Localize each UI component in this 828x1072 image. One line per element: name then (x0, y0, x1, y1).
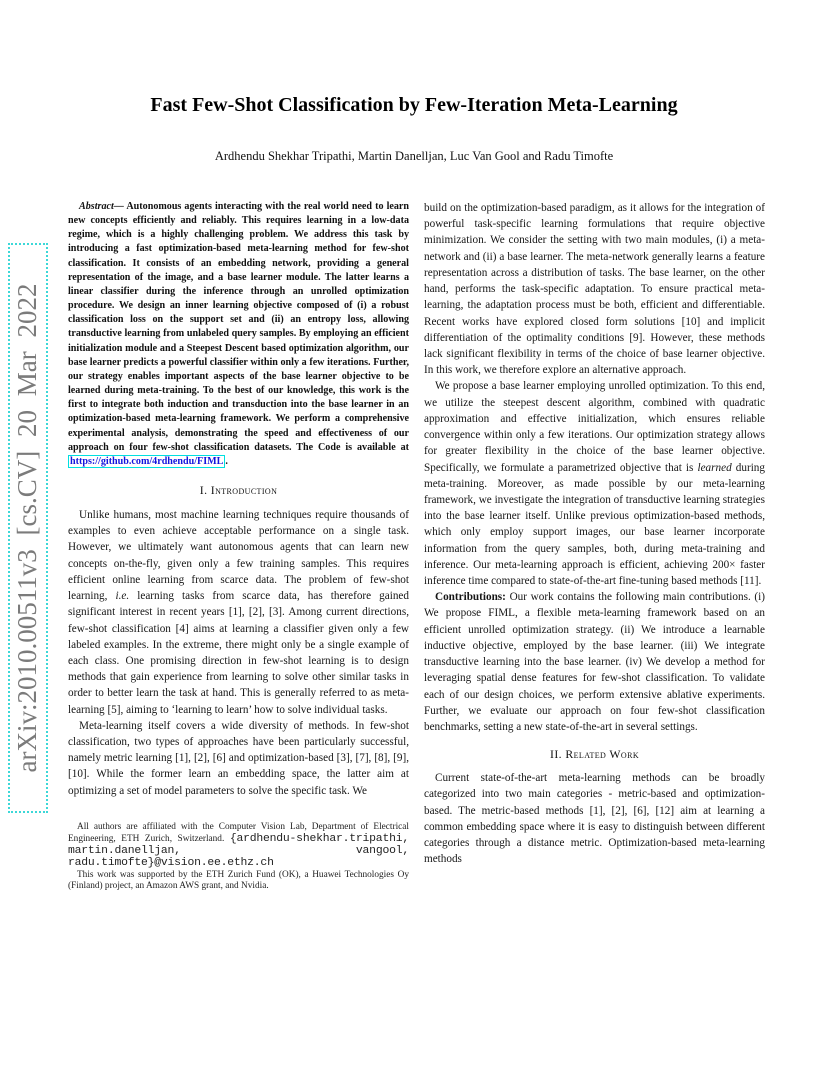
abstract (68, 200, 409, 469)
github-link[interactable]: https://github.com/4rdhendu/FIML (70, 455, 224, 467)
intro-paragraph-1 (68, 507, 409, 718)
footnote-affiliation (68, 822, 409, 870)
text-segment: Our work contains the following main contributions. (i) We propose FIML, a flexible meta-learning framework based on an efficient unrolled optimization strategy. (ii) We introduce a learnable inductive objective, employed by the base learner. (iii) We integrate transductive learning into the base learner. (iv) We develop a method for leveraging spatial dense features for few-shot classification. To validate each of our design choices, we perform extensive ablative experiments. Further, we evaluate our approach on four few-shot classification benchmarks, setting a new state-of-the-art in several settings. (424, 591, 765, 733)
abstract-label: Abstract— (79, 201, 124, 212)
text-segment: learning tasks from scarce data, has therefore gained significant interest in recent years [1], [2], [3]. Among current directions, few-shot classification [4] aims at learning a classifier given only a few labeled examples. In the extreme, there might only be a single example of each class. One promising direction in few-shot learning is to design methods that gain experience from learning to solve other similar tasks in order to better learn the task at hand. This is generally referred to as meta-learning [5], aiming to ‘learning to learn’ how to solve individual tasks. (68, 590, 409, 716)
text-segment: Unlike humans, most machine learning techniques require thousands of examples to even achieve acceptable performance on a single task. However, we ultimately want autonomous agents that can learn new concepts on-the-fly, given only a few training samples. This requires efficient online learning from scarce data. The problem of few-shot learning, (68, 508, 409, 603)
body-paragraph-continuation: build on the optimization-based paradigm, as it allows for the integration of powerful task-specific learning formulations that require objective minimization. We consider the setting with two main modules, (i) a meta-network and (ii) a base learner. The meta-network generally learns a feature representation across a distribution of tasks. The base learner, on the other hand, performs the task-specific adaptation. To ensure practical meta-learning, the adaptation process must be both, efficient and differentiable. Recent works have explored closed form solutions [10] and implicit differentiation of the optimality conditions [9]. However, these methods lack significant flexibility in terms of the choice of base learner objective. In this work, we therefore explore an alternative approach. (424, 202, 765, 377)
text-segment: All authors are affiliated with the Computer Vision Lab, Department of Electrical Engineering, ETH Zurich, Switzerland. (68, 821, 409, 844)
body-paragraph-propose (424, 378, 765, 589)
paper-title: Fast Few-Shot Classification by Few-Iteration Meta-Learning (150, 94, 678, 116)
left-column (68, 200, 409, 893)
text-segment: Meta-learning itself covers a wide diversity of methods. In few-shot classification, two types of approaches have been particularly successful, namely metric learning [1], [2], [6] and optimization-based [3], [7], [8], [9], [10]. While the former learn an embedding space, the latter aim at optimizing a set of model parameters to solve the specific task. We (68, 719, 409, 797)
intro-paragraph-2 (68, 718, 409, 799)
right-column (424, 200, 765, 868)
arxiv-watermark: arXiv:2010.00511v3 [cs.CV] 20 Mar 2022 (8, 243, 48, 813)
section-heading-introduction: I. Introduction (199, 482, 278, 497)
body-paragraph-contributions (424, 589, 765, 735)
text-segment: learned (697, 461, 732, 474)
related-work-paragraph: Current state-of-the-art meta-learning methods can be broadly categorized into two main categories - metric-based and optimization-based. The metric-based methods [1], [2], [6], [12] aim at learning a common embedding space where it is easy to distinguish between different categories through a distance metric. Optimization-based meta-learning methods (424, 772, 765, 866)
text-segment: {ardhendu-shekhar.tripathi, martin.danelljan, vangool, radu.timofte}@vision.ee.ethz.ch (68, 832, 409, 869)
text-segment: Contributions: (435, 591, 506, 604)
text-segment: i.e. (115, 590, 130, 603)
abstract-period: . (225, 455, 228, 467)
paper-authors: Ardhendu Shekhar Tripathi, Martin Danelljan, Luc Van Gool and Radu Timofte (214, 149, 614, 163)
text-segment: during meta-training. Moreover, as made possible by our meta-learning framework, we investigate the integration of transductive learning strategies into the base learner itself. Unlike previous optimization-based methods, which only employ support images, our base learner incorporate information from the query samples, both, during meta-training and inference. Our meta-learning approach is efficient, achieving 200× faster inference time compared to state-of-the-art fine-tuning based methods [11]. (424, 461, 765, 588)
abstract-body: Autonomous agents interacting with the real world need to learn new concepts efficiently and reliably. This requires learning in a low-data regime, which is a highly challenging problem. We address this task by introducing a fast optimization-based meta-learning method for few-shot classification. It consists of an embedding network, providing a general representation of the image, and a base learner module. The latter learns a linear classifier during the inference through an unrolled optimization procedure. We design an inner learning objective composed of (i) a robust classification loss on the support set and (ii) an entropy loss, allowing transductive learning from unlabeled query samples. By employing an efficient initialization module and a Steepest Descent based optimization algorithm, our base learner predicts a powerful classifier within only a few iterations. Further, our strategy enables important aspects of the base learner objective to be learned during meta-training. To the best of our knowledge, this work is the first to integrate both induction and transduction into the base learner in an optimization-based meta-learning framework. We perform a comprehensive experimental analysis, demonstrating the speed and effectiveness of our approach on four few-shot classification datasets. The Code is available at (68, 201, 409, 453)
text-segment: We propose a base learner employing unrolled optimization. To this end, we utilize the steepest descent algorithm, combined with quadratic approximation and effective initialization, which ensures reliable convergence within only a few iterations. Our optimization strategy allows for greater flexibility in the choice of the base learner objective. Specifically, we formulate a parametrized objective that is (424, 380, 765, 474)
section-heading-related-work: II. Related Work (550, 747, 639, 762)
footnote-funding: This work was supported by the ETH Zurich Fund (OK), a Huawei Technologies Oy (Finland) project, an Amazon AWS grant, and Nvidia. (68, 869, 409, 892)
